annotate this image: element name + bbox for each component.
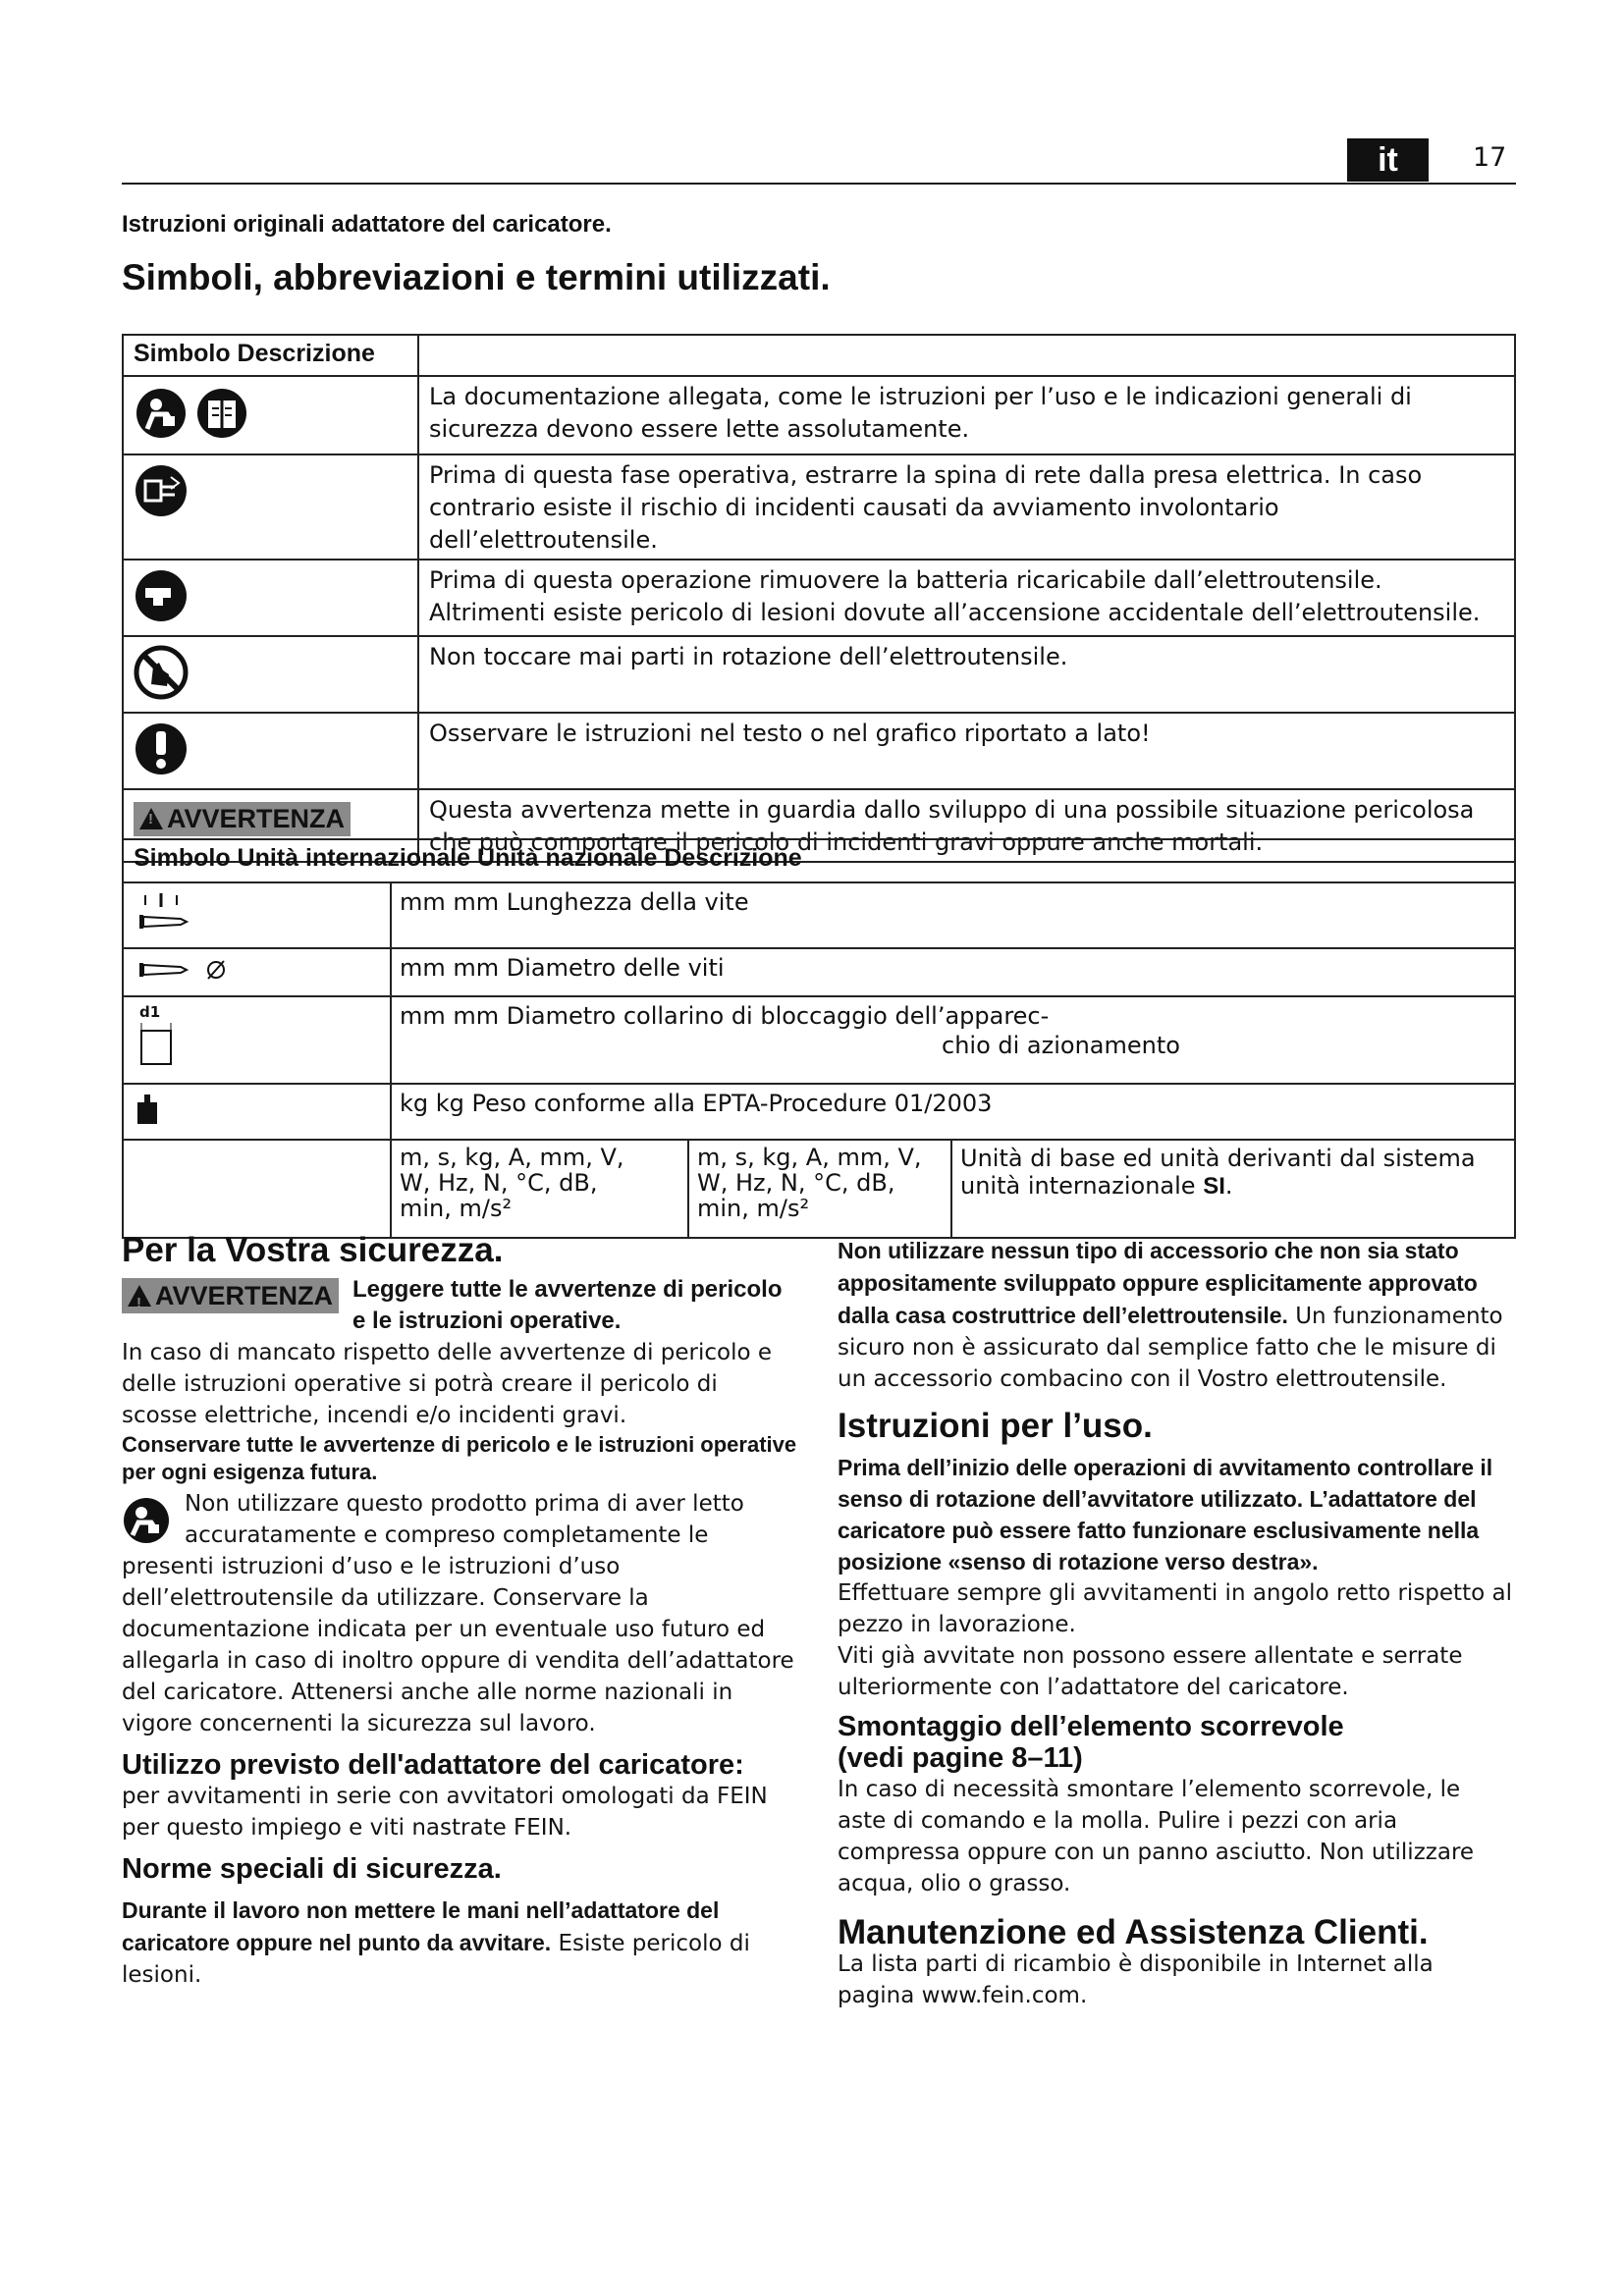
unplug-icon xyxy=(134,463,192,518)
warning-label-icon: !AVVERTENZA xyxy=(134,802,351,836)
warning-text: In caso di mancato rispetto delle avvertenze di pericolo e delle istruzioni operative si potrà creare il pericolo di scosse elettriche, incendi e/o incidenti gravi. xyxy=(122,1340,773,1428)
units-row-desc: kg kg Peso conforme alla EPTA-Procedure 01/2003 xyxy=(391,1084,1515,1140)
read-instructions-text: Non utilizzare questo prodotto prima di aver letto accuratamente e compreso completamente le presenti istruzioni d’uso e le istruzioni d’uso dell’elettroutensile da utilizzare. Conservare la documentazione indicata per un eventuale uso futuro ed allegarla in caso di inoltro oppure di vendita dell’adattatore del caricatore. Attenersi anche alle norme nazionali in vigore concernenti la sicurezza sul lavoro. xyxy=(122,1491,794,1736)
symbols-row-desc: Questa avvertenza mette in guardia dallo sviluppo di una possibile situazione pericolosa che può comportare il pericolo di incidenti gravi oppure anche mortali. xyxy=(418,789,1515,862)
usage-heading: Istruzioni per l’uso. xyxy=(838,1407,1153,1445)
intended-use-text: per avvitamenti in serie con avvitatori omologati da FEIN per questo impiego e viti nastrate FEIN. xyxy=(122,1784,768,1841)
remove-battery-icon xyxy=(134,568,192,623)
collar-diameter-icon xyxy=(132,1001,190,1072)
units-table-header: Simbolo Unità internazionale Unità nazionale Descrizione xyxy=(123,839,1515,882)
accessory-bold: Non utilizzare nessun tipo di accessorio che non sia stato appositamente sviluppato oppure esplicitamente approvato dalla casa costruttrice dell’elettroutensile. xyxy=(838,1238,1478,1328)
units-row-desc: mm mm Diametro delle viti xyxy=(391,948,1515,996)
dismantle-text: In caso di necessità smontare l’elemento scorrevole, le aste di comando e la molla. Pulire i pezzi con aria compressa oppure con un panno asciutto. Non utilizzare acqua, olio o grasso. xyxy=(838,1777,1475,1896)
symbols-row-desc: La documentazione allegata, come le istruzioni per l’uso e le indicazioni generali di sicurezza devono essere lette assolutamente. xyxy=(418,376,1515,454)
dismantle-heading: Smontaggio dell’elemento scorrevole (vedi pagine 8–11) xyxy=(838,1711,1344,1774)
symbols-row-desc: Non toccare mai parti in rotazione dell’elettroutensile. xyxy=(418,636,1515,713)
symbols-row-desc: Prima di questa fase operativa, estrarre la spina di rete dalla presa elettrica. In caso contrario esiste il rischio di incidenti causati da avviamento involontario dell’elettroutensile. xyxy=(418,454,1515,560)
units-table: Simbolo Unità internazionale Unità nazionale Descrizione mm mm Lunghezza della vite mm mm Diametro delle viti d1 mm mm Diametro collarino di bloccaggio dell’apparec- chio di azionamento kg kg Peso conforme alla EPTA-Procedure 01/2003 m, s, kg, A, mm, V, W, Hz, N, °C, dB, min, m/s² m, s, kg, A, mm, V, W, Hz, N, °C, dB, min, m/s² Unità di base ed unità derivanti dal sistema unità internazionale SI. xyxy=(122,838,1516,1239)
exclamation-icon xyxy=(134,721,192,776)
language-badge: it xyxy=(1347,138,1429,182)
units-row-desc: mm mm Lunghezza della vite xyxy=(391,882,1515,948)
symbols-table xyxy=(122,334,1516,863)
special-safety-text: Esiste pericolo di lesioni. xyxy=(122,1931,750,1988)
right-column xyxy=(838,1235,1515,2011)
service-text: La lista parti di ricambio è disponibile in Internet alla pagina www.fein.com. xyxy=(838,1951,1434,2008)
intl-units-line: min, m/s² xyxy=(400,1195,513,1222)
usage-text-1: Effettuare sempre gli avvitamenti in angolo retto rispetto al pezzo in lavorazione. xyxy=(838,1580,1512,1637)
units-si-label: SI xyxy=(1203,1173,1225,1200)
special-safety-bold: Durante il lavoro non mettere le mani nell’adattatore del caricatore oppure nel punto da avvitare. xyxy=(122,1897,720,1955)
page-number: 17 xyxy=(1473,142,1507,173)
doc-subtitle: Istruzioni originali adattatore del caricatore. xyxy=(122,211,612,238)
screw-diameter-icon xyxy=(132,953,240,985)
warning-bold-text: Leggere tutte le avvertenze di pericolo e le istruzioni operative. xyxy=(352,1276,783,1334)
screw-length-icon xyxy=(132,887,200,936)
symbols-row-desc: Prima di questa operazione rimuovere la batteria ricaricabile dall’elettroutensile. Altrimenti esiste pericolo di lesioni dovute all’accensione accidentale dell’elettroutensile. xyxy=(418,560,1515,636)
units-row-desc: mm mm Diametro collarino di bloccaggio dell’apparec- xyxy=(400,1002,1050,1030)
nat-units-line: W, Hz, N, °C, dB, xyxy=(697,1169,895,1197)
left-column xyxy=(122,1231,799,1991)
safety-warning-label: !AVVERTENZA xyxy=(122,1278,339,1313)
symbols-table-header: Simbolo Descrizione xyxy=(123,335,418,376)
service-heading: Manutenzione ed Assistenza Clienti. xyxy=(838,1913,1429,1951)
intended-use-heading: Utilizzo previsto dell'adattatore del caricatore: xyxy=(122,1749,744,1781)
special-safety-heading: Norme speciali di sicurezza. xyxy=(122,1853,502,1885)
read-manual-icon xyxy=(134,385,261,442)
units-si-desc: Unità di base ed unità derivanti dal sistema unità internazionale xyxy=(960,1145,1476,1200)
no-touch-icon xyxy=(134,645,192,700)
accessory-text: Un funzionamento sicuro non è assicurato dal semplice fatto che le misure di un accessorio combacino con il Vostro elettroutensile. xyxy=(838,1304,1503,1392)
weight-icon xyxy=(132,1089,171,1128)
symbols-row-desc: Osservare le istruzioni nel testo o nel grafico riportato a lato! xyxy=(418,713,1515,789)
svg-text:d1: d1 xyxy=(139,1003,161,1021)
usage-bold: Prima dell’inizio delle operazioni di avvitamento controllare il senso di rotazione dell’avvitatore utilizzato. L’adattatore del caricatore può essere fatto funzionare esclusivamente nella posizione «senso di rotazione verso destra». xyxy=(838,1455,1493,1575)
keep-instructions-text: Conservare tutte le avvertenze di pericolo e le istruzioni operative per ogni esigenza futura. xyxy=(122,1432,797,1484)
header-rule xyxy=(122,183,1516,185)
safety-heading: Per la Vostra sicurezza. xyxy=(122,1231,504,1269)
intl-units-line: m, s, kg, A, mm, V, xyxy=(400,1144,624,1171)
units-row-desc-cont: chio di azionamento xyxy=(942,1032,1180,1059)
symbols-heading: Simboli, abbreviazioni e termini utilizzati. xyxy=(122,257,831,297)
intl-units-line: W, Hz, N, °C, dB, xyxy=(400,1169,598,1197)
nat-units-line: m, s, kg, A, mm, V, xyxy=(697,1144,922,1171)
usage-text-2: Viti già avvitate non possono essere allentate e serrate ulteriormente con l’adattatore del caricatore. xyxy=(838,1643,1463,1700)
nat-units-line: min, m/s² xyxy=(697,1195,810,1222)
read-manual-icon xyxy=(122,1496,171,1545)
